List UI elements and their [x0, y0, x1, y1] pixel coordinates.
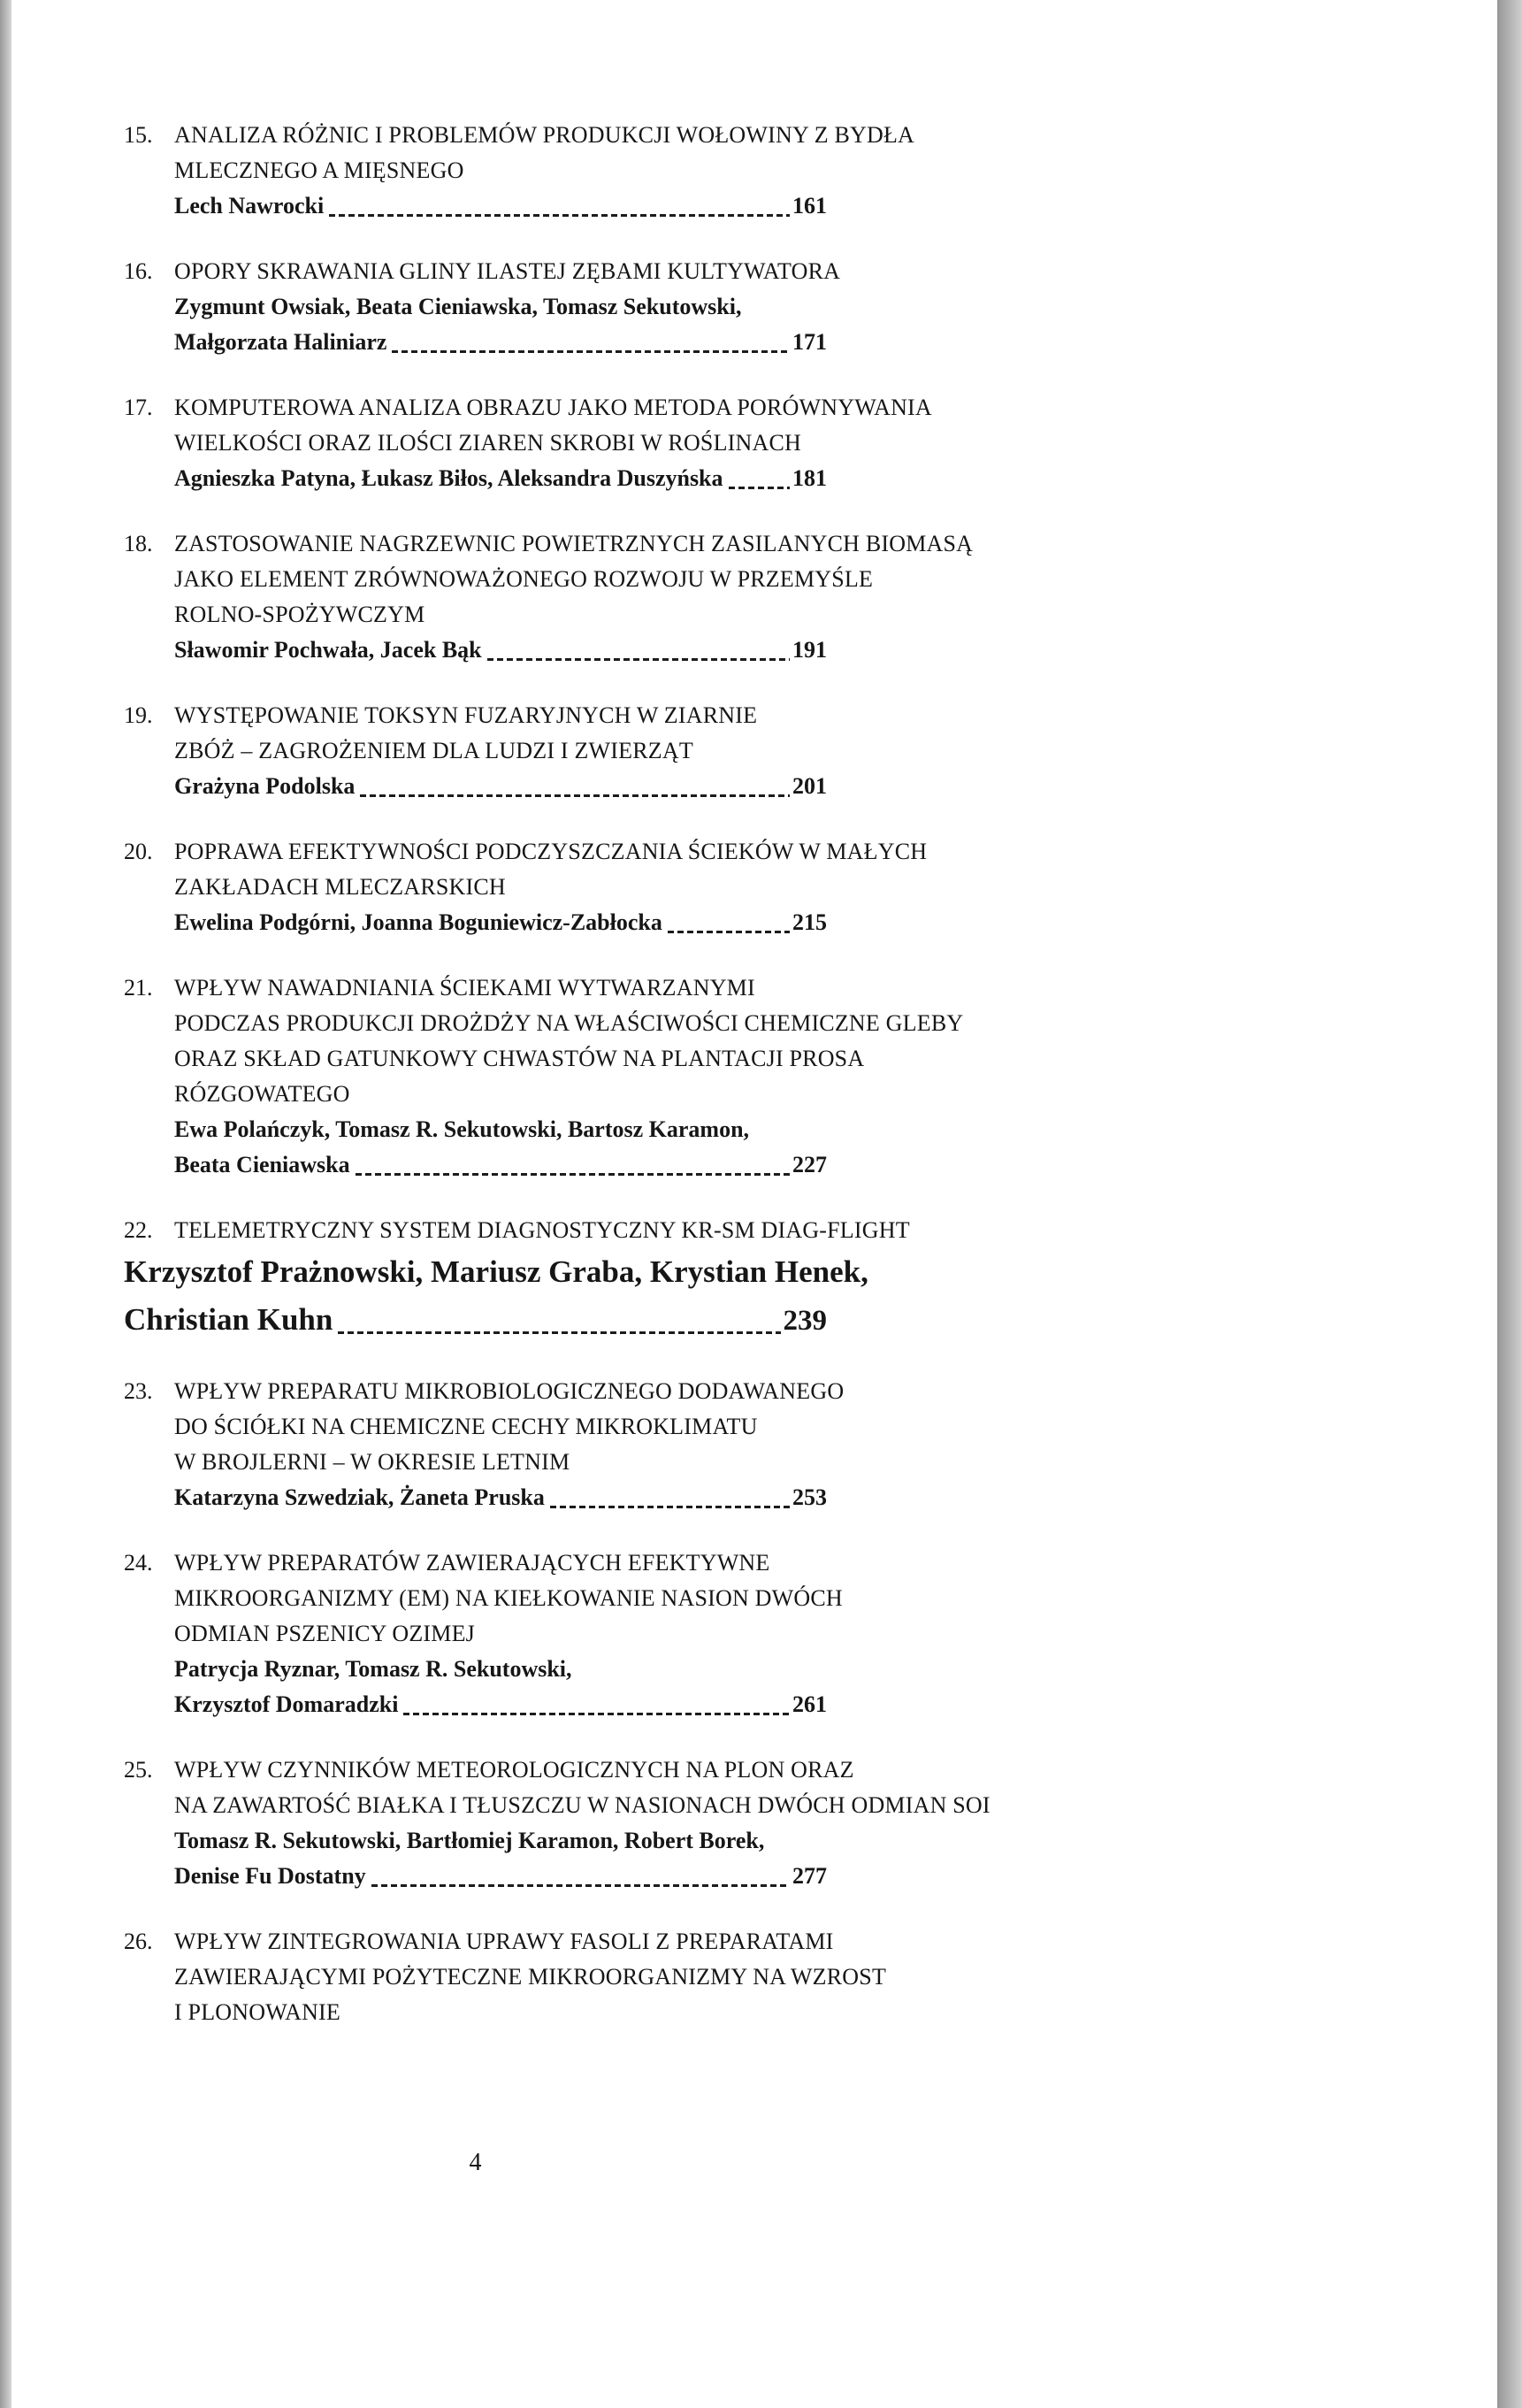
- entry-author-row: [124, 633, 827, 668]
- entry-author-line: Zygmunt Owsiak, Beata Cieniawska, Tomasz Sekutowski,: [174, 294, 742, 319]
- dot-leader: [371, 1859, 790, 1894]
- entry-author-line: Tomasz R. Sekutowski, Bartłomiej Karamon, Robert Borek,: [174, 1828, 765, 1853]
- entry-number: 20.: [124, 839, 153, 864]
- entry-author-row: [124, 905, 827, 940]
- entry-title-line: OPORY SKRAWANIA GLINY ILASTEJ ZĘBAMI KULTYWATORA: [174, 258, 841, 284]
- entry-title-row: [124, 870, 827, 905]
- entry-page-number: 181: [792, 465, 827, 491]
- entry-title-row: [124, 562, 874, 597]
- toc-entry: [124, 970, 964, 1183]
- dot-leader: [338, 1296, 780, 1344]
- entry-author-line: Lech Nawrocki: [174, 193, 325, 219]
- entry-title-line: WPŁYW CZYNNIKÓW METEOROLOGICZNYCH NA PLON ORAZ: [174, 1757, 854, 1783]
- entry-title-line: ANALIZA RÓŻNIC I PROBLEMÓW PRODUKCJI WOŁOWINY Z BYDŁA: [174, 122, 915, 148]
- entry-title-row: [124, 390, 932, 426]
- entry-number: 25.: [124, 1757, 153, 1783]
- entry-page-number: 201: [792, 773, 827, 799]
- toc-entry: [124, 1213, 910, 1344]
- entry-title-row: [124, 1041, 865, 1077]
- entry-title-row: [124, 1581, 843, 1616]
- entry-author-line: Ewelina Podgórni, Joanna Boguniewicz-Zabłocka: [174, 909, 662, 935]
- entry-title-line: W BROJLERNI – W OKRESIE LETNIM: [174, 1449, 570, 1475]
- entry-title-line: PODCZAS PRODUKCJI DROŻDŻY NA WŁAŚCIWOŚCI CHEMICZNE GLEBY: [174, 1010, 964, 1036]
- entry-author-row: [124, 769, 827, 804]
- entry-author-row: [124, 325, 827, 360]
- entry-title-row: [124, 733, 827, 769]
- entry-author-line: Grażyna Podolska: [174, 773, 356, 799]
- dot-leader: [668, 905, 790, 940]
- entry-title-row: [124, 1545, 827, 1581]
- dot-leader: [360, 769, 790, 804]
- entry-title-row: [124, 526, 974, 562]
- entry-page-number: 215: [792, 909, 827, 935]
- entry-title-row: [124, 1616, 827, 1652]
- entry-author-line: Katarzyna Szwedziak, Żaneta Pruska: [174, 1484, 545, 1510]
- entry-title-row: [124, 118, 915, 153]
- toc-list: [124, 118, 990, 2060]
- entry-title-line: KOMPUTEROWA ANALIZA OBRAZU JAKO METODA PORÓWNYWANIA: [174, 395, 932, 420]
- entry-page-number: 261: [792, 1691, 827, 1717]
- entry-title-row: [124, 698, 827, 733]
- entry-author-row: [124, 1480, 827, 1515]
- entry-title-line: RÓZGOWATEGO: [174, 1081, 350, 1107]
- entry-author-line: Beata Cieniawska: [174, 1152, 350, 1177]
- entry-author-row: [124, 1112, 827, 1147]
- entry-title-row: [124, 1077, 827, 1112]
- entry-title-line: WPŁYW PREPARATU MIKROBIOLOGICZNEGO DODAWANEGO: [174, 1378, 845, 1404]
- entry-title-line: ZAKŁADACH MLECZARSKICH: [174, 874, 506, 900]
- entry-title-line: I PLONOWANIE: [174, 1999, 340, 2025]
- entry-title-row: [124, 1213, 910, 1248]
- toc-entry: [124, 1924, 887, 2030]
- toc-entry: [124, 1545, 843, 1722]
- entry-author-row: [124, 1859, 827, 1894]
- entry-author-row: [124, 461, 827, 496]
- entry-number: 24.: [124, 1550, 153, 1576]
- entry-author-line: Patrycja Ryznar, Tomasz R. Sekutowski,: [174, 1656, 572, 1682]
- entry-author-line: Agnieszka Patyna, Łukasz Biłos, Aleksandra Duszyńska: [174, 465, 723, 491]
- entry-author-line: Małgorzata Haliniarz: [174, 329, 387, 355]
- entry-title-line: JAKO ELEMENT ZRÓWNOWAŻONEGO ROZWOJU W PRZEMYŚLE: [174, 566, 874, 592]
- dot-leader: [392, 325, 790, 360]
- entry-number: 26.: [124, 1929, 153, 1954]
- entry-title-row: [124, 970, 827, 1006]
- entry-number: 21.: [124, 975, 153, 1001]
- dot-leader: [403, 1687, 790, 1722]
- page-footer-number: 4: [469, 2149, 482, 2176]
- entry-author-line: Krzysztof Domaradzki: [174, 1691, 399, 1717]
- toc-entry: [124, 118, 915, 224]
- entry-title-row: [124, 1924, 834, 1959]
- dot-leader: [550, 1480, 790, 1515]
- entry-title-line: WIELKOŚCI ORAZ ILOŚCI ZIAREN SKROBI W ROŚLINACH: [174, 430, 801, 456]
- entry-title-row: [124, 1752, 854, 1788]
- entry-title-line: ODMIAN PSZENICY OZIMEJ: [174, 1621, 475, 1646]
- entry-number: 22.: [124, 1217, 153, 1243]
- entry-author-line: Denise Fu Dostatny: [174, 1863, 366, 1889]
- entry-title-row: [124, 834, 928, 870]
- toc-entry: [124, 254, 841, 360]
- entry-title-line: ORAZ SKŁAD GATUNKOWY CHWASTÓW NA PLANTACJI PROSA: [174, 1046, 865, 1071]
- entry-title-line: ZAWIERAJĄCYMI POŻYTECZNE MIKROORGANIZMY NA WZROST: [174, 1964, 887, 1990]
- entry-title-row: [124, 1788, 990, 1823]
- entry-title-line: WPŁYW PREPARATÓW ZAWIERAJĄCYCH EFEKTYWNE: [174, 1550, 770, 1576]
- entry-title-line: WYSTĘPOWANIE TOKSYN FUZARYJNYCH W ZIARNIE: [174, 702, 758, 728]
- toc-entry: [124, 698, 827, 804]
- entry-title-line: MLECZNEGO A MIĘSNEGO: [174, 157, 464, 183]
- entry-title-row: [124, 153, 827, 188]
- toc-entry: [124, 1374, 845, 1515]
- entry-title-row: [124, 1959, 887, 1995]
- entry-page-number: 161: [792, 193, 827, 219]
- entry-author-row: [124, 1652, 827, 1687]
- entry-author-line: Krzysztof Prażnowski, Mariusz Graba, Krystian Henek,: [124, 1254, 868, 1289]
- dot-leader: [329, 188, 790, 224]
- entry-page-number: 277: [792, 1863, 827, 1889]
- entry-page-number: 191: [792, 637, 827, 663]
- entry-title-row: [124, 1374, 845, 1409]
- entry-title-line: DO ŚCIÓŁKI NA CHEMICZNE CECHY MIKROKLIMATU: [174, 1414, 758, 1439]
- toc-entry: [124, 834, 928, 940]
- entry-number: 15.: [124, 122, 153, 148]
- entry-title-line: ROLNO-SPOŻYWCZYM: [174, 602, 425, 627]
- entry-title-row: [124, 597, 827, 633]
- entry-title-line: WPŁYW NAWADNIANIA ŚCIEKAMI WYTWARZANYMI: [174, 975, 755, 1001]
- entry-author-line: Sławomir Pochwała, Jacek Bąk: [174, 637, 482, 663]
- entry-author-row: [124, 1248, 868, 1296]
- entry-page-number: 253: [792, 1484, 827, 1510]
- toc-entry: [124, 526, 974, 668]
- entry-page-number: 227: [792, 1152, 827, 1177]
- entry-author-row: [124, 1147, 827, 1183]
- toc-entry: [124, 1752, 990, 1894]
- entry-number: 17.: [124, 395, 153, 420]
- entry-title-line: WPŁYW ZINTEGROWANIA UPRAWY FASOLI Z PREPARATAMI: [174, 1929, 834, 1954]
- scan-edge-left: [0, 0, 11, 2408]
- entry-title-line: MIKROORGANIZMY (EM) NA KIEŁKOWANIE NASION DWÓCH: [174, 1585, 843, 1611]
- entry-title-line: TELEMETRYCZNY SYSTEM DIAGNOSTYCZNY KR-SM DIAG-FLIGHT: [174, 1217, 910, 1243]
- toc-entry: [124, 390, 932, 496]
- entry-title-line: NA ZAWARTOŚĆ BIAŁKA I TŁUSZCZU W NASIONACH DWÓCH ODMIAN SOI: [174, 1792, 990, 1818]
- entry-page-number: 239: [783, 1305, 827, 1337]
- entry-number: 19.: [124, 702, 153, 728]
- dot-leader: [356, 1147, 790, 1183]
- entry-number: 16.: [124, 258, 153, 284]
- entry-author-row: [124, 1687, 827, 1722]
- entry-number: 23.: [124, 1378, 153, 1404]
- entry-title-row: [124, 1995, 827, 2030]
- entry-title-row: [124, 426, 827, 461]
- entry-title-row: [124, 1445, 827, 1480]
- entry-author-row: [124, 289, 827, 325]
- entry-author-row: [124, 188, 827, 224]
- dot-leader: [729, 461, 790, 496]
- entry-title-row: [124, 1409, 827, 1445]
- entry-number: 18.: [124, 531, 153, 556]
- entry-title-line: ZBÓŻ – ZAGROŻENIEM DLA LUDZI I ZWIERZĄT: [174, 738, 693, 763]
- entry-title-row: [124, 1006, 964, 1041]
- dot-leader: [487, 633, 790, 668]
- scan-edge-right: [1497, 0, 1522, 2408]
- entry-author-row: [124, 1296, 827, 1344]
- entry-title-line: POPRAWA EFEKTYWNOŚCI PODCZYSZCZANIA ŚCIEKÓW W MAŁYCH: [174, 839, 928, 864]
- entry-author-line: Ewa Polańczyk, Tomasz R. Sekutowski, Bartosz Karamon,: [174, 1116, 750, 1142]
- entry-author-line: Christian Kuhn: [124, 1302, 333, 1337]
- entry-title-line: ZASTOSOWANIE NAGRZEWNIC POWIETRZNYCH ZASILANYCH BIOMASĄ: [174, 531, 974, 556]
- entry-page-number: 171: [792, 329, 827, 355]
- entry-title-row: [124, 254, 841, 289]
- entry-author-row: [124, 1823, 827, 1859]
